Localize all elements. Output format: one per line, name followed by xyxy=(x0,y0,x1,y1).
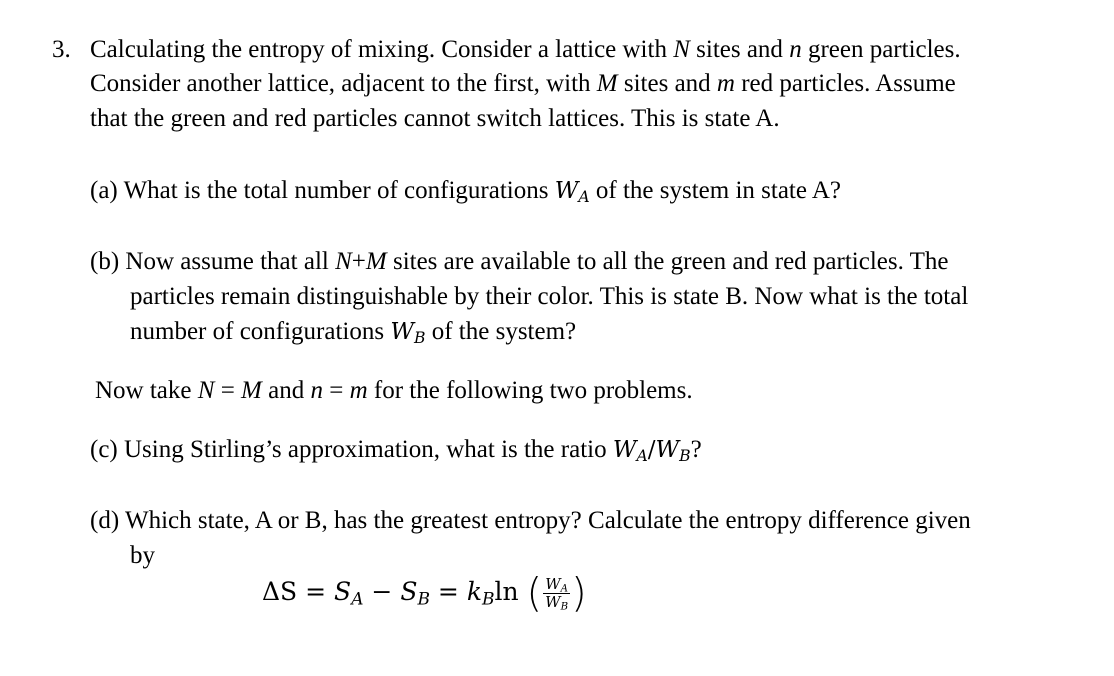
problem-number: 3. xyxy=(52,36,71,63)
part-b-line-2: particles remain distinguishable by their color. This is state B. Now what is the total xyxy=(130,283,969,310)
part-a: (a) What is the total number of configurations $W_A$ of the system in state A? xyxy=(90,177,841,206)
part-d-line-2: by xyxy=(130,542,155,569)
math-WB: $W_B$ xyxy=(390,319,426,347)
formula-fraction: $\frac{W_A}{W_B}$ xyxy=(545,575,569,613)
math-ratio: $W_A/W_B$ xyxy=(612,437,691,465)
intro-line-3: that the green and red particles cannot switch lattices. This is state A. xyxy=(90,105,780,132)
entropy-formula: $\Delta S = S_A - S_B = k_B\ln$ ( $\frac{W_A}{W_B}$ ) xyxy=(262,570,587,617)
part-d-label: (d) xyxy=(90,507,120,534)
part-b-line-3: number of configurations $W_B$ of the system? xyxy=(130,318,577,347)
intro-line-2: Consider another lattice, adjacent to the first, with M sites and m red particles. Assume xyxy=(90,70,956,97)
part-b-label: (b) xyxy=(90,248,120,275)
intro-line-1: Calculating the entropy of mixing. Consider a lattice with N sites and n green particles. xyxy=(90,36,961,63)
part-c-label: (c) xyxy=(90,436,118,463)
note-line: Now take N = M and n = m for the following two problems. xyxy=(95,377,693,404)
math-WA: $W_A$ xyxy=(554,178,590,206)
part-d-line-1: (d) Which state, A or B, has the greatest entropy? Calculate the entropy difference given xyxy=(90,507,971,534)
part-b-line-1: (b) Now assume that all N+M sites are available to all the green and red particles. The xyxy=(90,248,949,275)
part-c: (c) Using Stirling’s approximation, what is the ratio $W_A/W_B$? xyxy=(90,436,702,465)
part-a-label: (a) xyxy=(90,177,118,204)
